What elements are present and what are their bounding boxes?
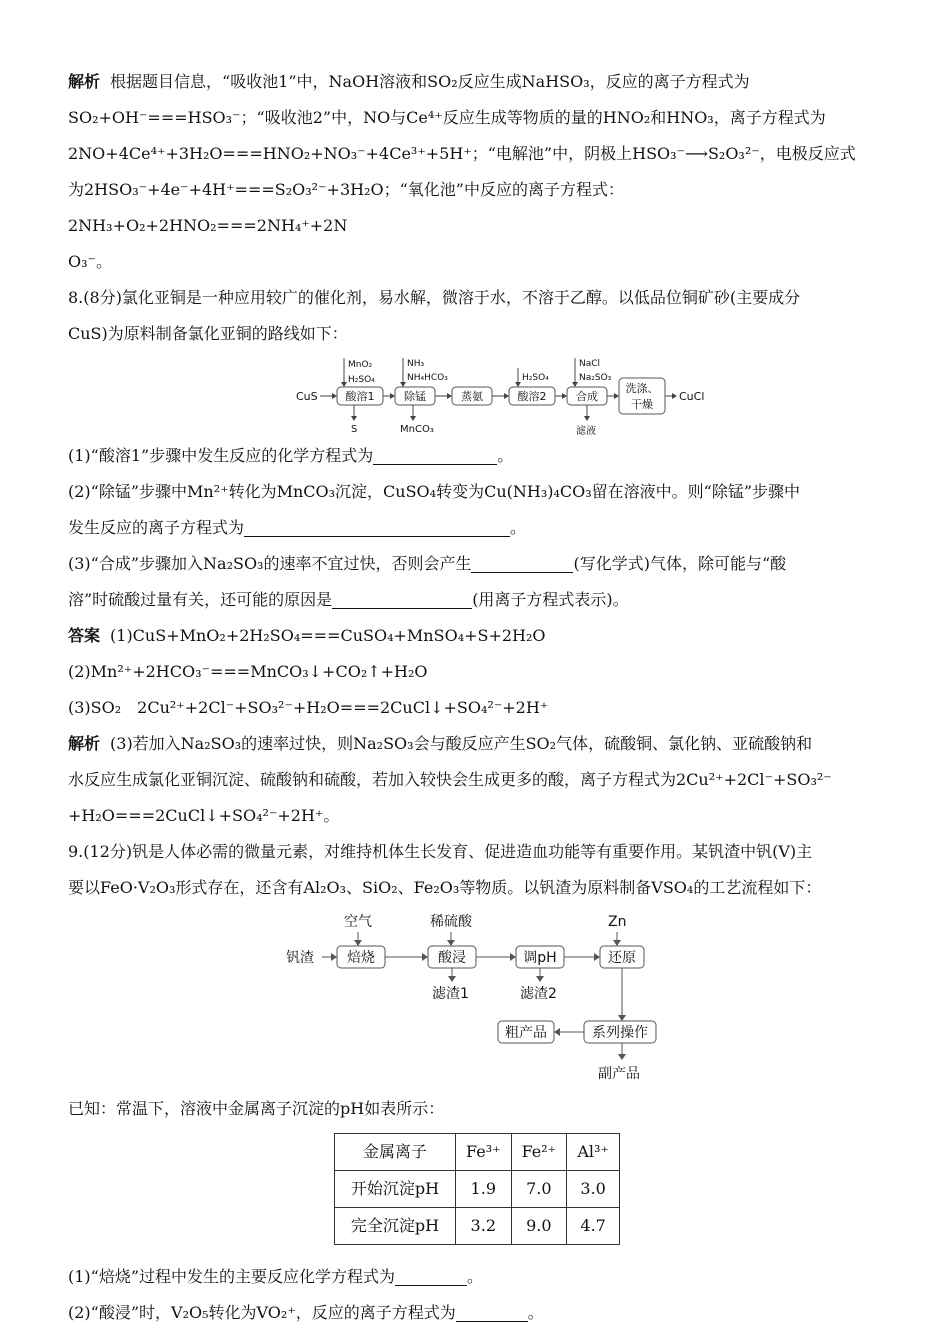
q8-sub2-line-1: (2)“除锰”步骤中Mn²⁺转化为MnCO₃沉淀，CuSO₄转变为Cu(NH₃)₄CO₃留在溶液中。则“除锰”步骤中 (68, 482, 801, 501)
flow2-reagent-air: 空气 (344, 914, 372, 930)
flow2-step-series: 系列操作 (592, 1025, 648, 1041)
table-cell: 完全沉淀pH (335, 1208, 456, 1245)
copper-chloride-flowchart (296, 356, 726, 436)
table-row (335, 1171, 620, 1208)
table-header-cell: 金属离子 (335, 1134, 456, 1171)
analysis-label-2: 解析 (68, 734, 101, 753)
table-cell: 3.0 (567, 1171, 620, 1208)
table-row (335, 1134, 620, 1171)
table-cell: 3.2 (456, 1208, 512, 1245)
table-cell: 7.0 (511, 1171, 567, 1208)
analysis-top-line-1: 根据题目信息，“吸收池1”中，NaOH溶液和SO₂反应生成NaHSO₃，反应的离子方程式为 (110, 72, 750, 91)
flow1-product-s: S (351, 424, 358, 435)
analysis-top-line-2: SO₂+OH⁻===HSO₃⁻；“吸收池2”中，NO与Ce⁴⁺反应生成等物质的量的HNO₂和HNO₃，离子方程式为 (68, 108, 826, 127)
analysis-top-line-4: 为2HSO₃⁻+4e⁻+4H⁺===S₂O₃²⁻+3H₂O；“氧化池”中反应的离子方程式：2NH₃+O₂+2HNO₂===2NH₄⁺+2N (68, 180, 624, 235)
flow1-step-ammonia: 蒸氨 (461, 390, 483, 403)
flow2-product-residue1: 滤渣1 (432, 986, 469, 1002)
q9-stem-line-2: 要以FeO·V₂O₃形式存在，还含有Al₂O₃、SiO₂、Fe₂O₃等物质。以钒渣为原料制备VSO₄的工艺流程如下： (68, 878, 822, 897)
table-row (335, 1208, 620, 1245)
q8-sub2-end: 。 (510, 518, 527, 537)
analysis-top-line-5: O₃⁻。 (68, 252, 112, 271)
analysis-top (68, 64, 883, 100)
table-cell: 1.9 (456, 1171, 512, 1208)
flow1-reagent-h2so4-b: H₂SO₄ (522, 373, 549, 383)
q8-sub3-text-c: 溶”时硫酸过量有关，还可能的原因是 (68, 590, 333, 609)
q8-sub3-blank-b[interactable] (332, 590, 472, 609)
q8-answer-3: (3)SO₂ 2Cu²⁺+2Cl⁻+SO₃²⁻+H₂O===2CuCl↓+SO₄²⁻+2H⁺ (68, 698, 549, 717)
flow2-input: 钒渣 (286, 950, 314, 966)
table-cell: 9.0 (511, 1208, 567, 1245)
q9-sub1-end: 。 (467, 1267, 484, 1286)
q9-sub2 (68, 1295, 883, 1331)
flow1-product-mnco3: MnCO₃ (400, 424, 434, 435)
q8-sub3-line-1 (68, 546, 883, 582)
flow1-output: CuCl (679, 390, 705, 403)
q8-sub2-blank[interactable] (244, 518, 510, 537)
flow1-product-filtrate: 滤液 (576, 426, 596, 436)
q8-sub1 (68, 438, 883, 474)
q9-sub2-text: (2)“酸浸”时，V₂O₅转化为VO₂⁺，反应的离子方程式为 (68, 1303, 456, 1322)
flow1-step-synthesis: 合成 (576, 390, 598, 403)
q9-stem-line-1: 9.(12分)钒是人体必需的微量元素，对维持机体生长发育、促进造血功能等有重要作用。某钒渣中钒(V)主 (68, 842, 813, 861)
flow1-step-acid1: 酸溶1 (345, 390, 375, 403)
table-cell: 开始沉淀pH (335, 1171, 456, 1208)
flow1-reagent-na2so3: Na₂SO₃ (579, 373, 612, 383)
q9-known: 已知：常温下，溶液中金属离子沉淀的pH如表所示： (68, 1099, 445, 1118)
q8-sub3-text-b: (写化学式)气体，除可能与“酸 (573, 554, 787, 573)
flow1-step-dry: 干燥 (631, 398, 653, 411)
flow2-step-leach: 酸浸 (438, 950, 466, 966)
q8-sub3-line-2 (68, 582, 883, 618)
flow2-step-reduce: 还原 (608, 950, 636, 966)
analysis-label: 解析 (68, 72, 101, 91)
q8-sub2-line-2 (68, 510, 883, 546)
flow2-reagent-acid: 稀硫酸 (430, 914, 472, 930)
flow2-step-ph: 调pH (523, 950, 557, 966)
flow2-product-by: 副产品 (598, 1066, 640, 1082)
q9-sub1-text: (1)“焙烧”过程中发生的主要反应化学方程式为 (68, 1267, 396, 1286)
analysis-top-line-3: 2NO+4Ce⁴⁺+3H₂O===HNO₂+NO₃⁻+4Ce³⁺+5H⁺；“电解池”中，阴极上HSO₃⁻⟶S₂O₃²⁻，电极反应式 (68, 144, 856, 163)
ph-table (334, 1133, 620, 1245)
q8-analysis-2: 水反应生成氯化亚铜沉淀、硫酸钠和硫酸，若加入较快会生成更多的酸，离子方程式为2Cu²⁺+2Cl⁻+SO₃²⁻ (68, 770, 832, 789)
flow1-reagent-mno2: MnO₂ (348, 360, 373, 370)
vanadium-flowchart (286, 910, 706, 1085)
q8-analysis-1: (3)若加入Na₂SO₃的速率过快，则Na₂SO₃会与酸反应产生SO₂气体，硫酸铜、氯化钠、亚硫酸钠和 (110, 734, 813, 753)
flow1-input: CuS (296, 390, 318, 403)
q8-sub2-text: 发生反应的离子方程式为 (68, 518, 245, 537)
flow1-step-wash: 洗涤、 (625, 382, 659, 395)
q8-sub1-end: 。 (497, 446, 514, 465)
table-cell: 4.7 (567, 1208, 620, 1245)
q9-sub1 (68, 1259, 883, 1295)
flow2-step-crude: 粗产品 (505, 1025, 547, 1041)
table-header-cell: Al³⁺ (567, 1134, 620, 1171)
q8-answer (68, 618, 883, 654)
answer-label: 答案 (68, 626, 101, 645)
flow1-step-demanganese: 除锰 (404, 390, 426, 403)
flow1-reagent-h2so4-a: H₂SO₄ (348, 375, 375, 385)
q8-answer-1: (1)CuS+MnO₂+2H₂SO₄===CuSO₄+MnSO₄+S+2H₂O (110, 626, 546, 645)
q8-stem-line-1: 8.(8分)氯化亚铜是一种应用较广的催化剂，易水解，微溶于水，不溶于乙醇。以低品位铜矿砂(主要成分 (68, 288, 801, 307)
q8-sub3-blank-a[interactable] (471, 554, 573, 573)
q8-analysis (68, 726, 883, 762)
flow2-reagent-zn: Zn (608, 914, 627, 930)
q8-sub3-text-d: (用离子方程式表示)。 (472, 590, 629, 609)
flow1-reagent-nh4hco3: NH₄HCO₃ (407, 373, 448, 383)
flow1-step-acid2: 酸溶2 (517, 390, 547, 403)
q8-stem-line-2: CuS)为原料制备氯化亚铜的路线如下： (68, 324, 348, 343)
q8-answer-2: (2)Mn²⁺+2HCO₃⁻===MnCO₃↓+CO₂↑+H₂O (68, 662, 428, 681)
q9-sub1-blank[interactable] (395, 1267, 467, 1286)
q8-sub3-text-a: (3)“合成”步骤加入Na₂SO₃的速率不宜过快，否则会产生 (68, 554, 472, 573)
q8-sub1-blank[interactable] (373, 446, 497, 465)
table-header-cell: Fe³⁺ (456, 1134, 512, 1171)
q9-sub2-end: 。 (527, 1303, 544, 1322)
flow2-step-roast: 焙烧 (347, 950, 375, 966)
flow1-reagent-nh3: NH₃ (407, 359, 425, 369)
q8-sub1-text: (1)“酸溶1”步骤中发生反应的化学方程式为 (68, 446, 374, 465)
document-page (68, 64, 883, 1331)
q8-analysis-3: +H₂O===2CuCl↓+SO₄²⁻+2H⁺。 (68, 806, 340, 825)
flow2-product-residue2: 滤渣2 (520, 986, 557, 1002)
q9-sub2-blank[interactable] (456, 1303, 528, 1322)
table-header-cell: Fe²⁺ (511, 1134, 567, 1171)
flow1-reagent-nacl: NaCl (579, 359, 601, 369)
